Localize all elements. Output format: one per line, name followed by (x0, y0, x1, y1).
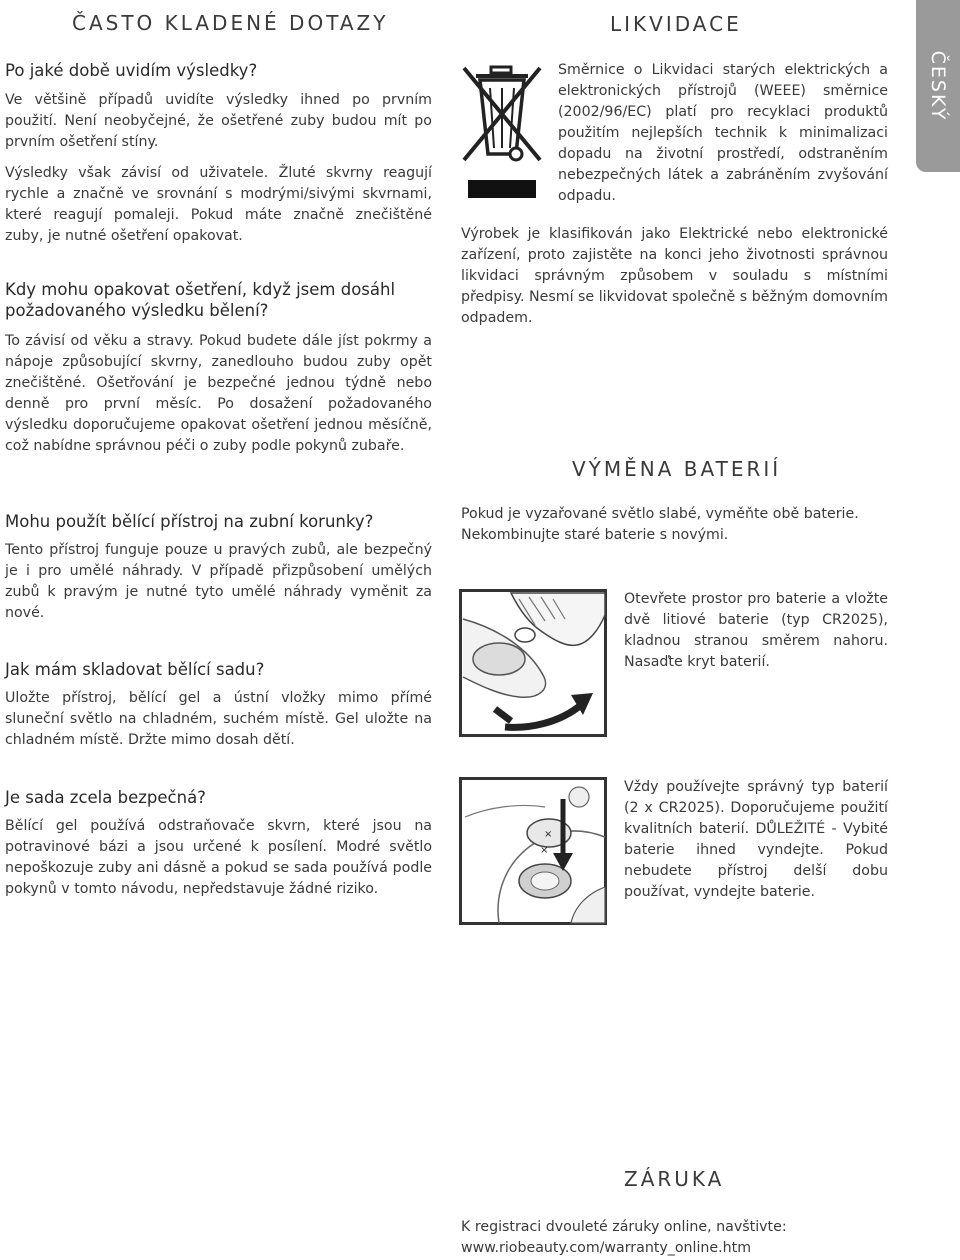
faq-question: Jak mám skladovat bělící sadu? (5, 660, 265, 679)
warranty-url[interactable]: www.riobeauty.com/warranty_online.htm (461, 1240, 752, 1256)
faq-item (5, 279, 432, 457)
language-tab (916, 0, 960, 172)
faq-answer: Tento přístroj funguje pouze u pravých zubů, ale bezpečný je i pro umělé náhrady. V případě přizpůsobení umělých zubů k pravým je nutné tyto umělé náhrady vyměnit za nové. (5, 542, 432, 621)
faq-heading: ČASTO KLADENÉ DOTAZY (72, 11, 389, 35)
battery-step-2: Vždy používejte správný typ baterií (2 x CR2025). Doporučujeme použití kvalitních baterií. DŮLEŽITÉ - Vybité baterie ihned vyndejte. Pokud nebudete přístroj delší dobu používat, vyndejte baterie. (624, 779, 888, 900)
faq-question: Kdy mohu opakovat ošetření, když jsem dosáhl požadovaného výsledku bělení? (5, 280, 396, 320)
insert-batteries-icon (459, 777, 607, 925)
open-battery-cover-icon (459, 589, 607, 737)
battery-step-1: Otevřete prostor pro baterie a vložte dvě litiové baterie (typ CR2025), kladnou stranou směrem nahoru. Nasaďte kryt baterií. (624, 591, 888, 670)
disposal-paragraph: Směrnice o Likvidaci starých elektrických a elektronických přístrojů (WEEE) směrnice (2002/96/EC) platí pro recyklaci produktů použitím nejlepších technik k minimalizaci dopadu na životní prostředí, odstraněním nebezpečných látek a zabráněním zvyšování odpadu. (558, 62, 888, 204)
faq-question: Mohu použít bělící přístroj na zubní korunky? (5, 512, 374, 531)
language-tab-label: ČESKÝ (927, 50, 949, 122)
faq-answer: To závisí od věku a stravy. Pokud budete dále jíst pokrmy a nápoje způsobující skvrny, zanedlouho budou zuby opět znečištěné. Ošetřování je bezpečné jednou týdně nebo denně pro první měsíc. Po dosažení požadovaného výsledku doporučujeme opakovat ošetření jednou měsíčně, což nabídne správnou péči o zuby podle pokynů zubaře. (5, 333, 432, 454)
faq-question: Je sada zcela bezpečná? (5, 788, 206, 807)
faq-answer: Ve většině případů uvidíte výsledky ihned po prvním použití. Není neobyčejné, že ošetřené zuby budou mít po prvním ošetření stíny. (5, 92, 432, 150)
faq-answer: Výsledky však závisí od uživatele. Žluté skvrny reagují rychle a značně ve srovnání s modrými/sivými skvrnami, které reagují pomaleji. Pokud máte značně znečištěné zuby, je nutné ošetření opakovat. (5, 165, 432, 244)
svg-text:×: × (540, 845, 549, 856)
faq-answer: Uložte přístroj, bělící gel a ústní vložky mimo přímé sluneční světlo na chladném, suchém místě. Gel uložte na chladném místě. Držte mimo dosah dětí. (5, 690, 432, 748)
faq-item (5, 787, 432, 900)
warranty-heading: ZÁRUKA (624, 1167, 725, 1191)
disposal-paragraph: Výrobek je klasifikován jako Elektrické nebo elektronické zařízení, proto zajistěte na konci jeho životnosti správnou likvidaci správným způsobem v souladu s místními předpisy. Nesmí se likvidovat společně s běžným domovním odpadem. (461, 226, 888, 326)
weee-crossed-bin-icon (458, 58, 548, 204)
battery-intro: Pokud je vyzařované světlo slabé, vyměňte obě baterie. Nekombinujte staré baterie s novými. (461, 506, 859, 543)
svg-text:×: × (544, 829, 553, 840)
faq-answer: Bělící gel používá odstraňovače skvrn, které jsou na potravinové bázi a jsou určené k posílení. Modré světlo nepoškozuje zuby ani dásně a pokud se sada používá podle pokynů v tomto návodu, nepředstavuje žádné riziko. (5, 818, 432, 897)
faq-item (5, 659, 432, 751)
disposal-heading: LIKVIDACE (610, 12, 742, 36)
faq-question: Po jaké době uvidím výsledky? (5, 61, 258, 80)
faq-item (5, 511, 432, 624)
faq-item (5, 60, 432, 247)
battery-heading: VÝMĚNA BATERIÍ (572, 457, 782, 481)
warranty-text: K registraci dvouleté záruky online, navštivte: (461, 1219, 787, 1235)
